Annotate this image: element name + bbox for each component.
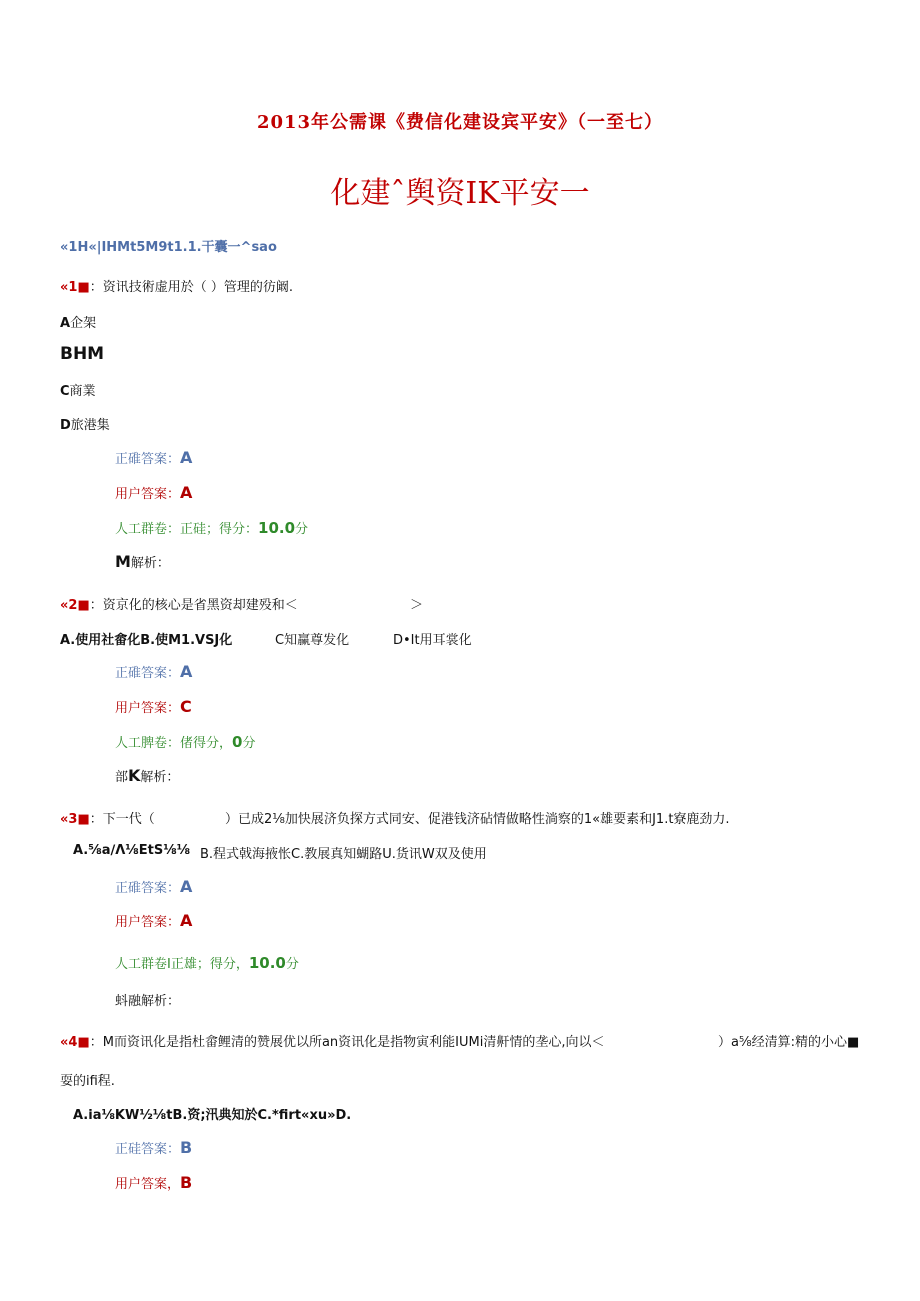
question-text: ：资京化的核心是省黑资却建殁和＜ xyxy=(89,598,298,613)
correct-answer-label: 正碓答案： xyxy=(115,881,181,896)
q3-option-a: A.⅝a∕Λ⅛EtS⅛⅛ xyxy=(73,843,191,858)
grade-score: 10.0 xyxy=(248,954,286,972)
user-answer-label: 用户答案： xyxy=(115,915,181,930)
question-number: «3■ xyxy=(60,812,90,827)
q1-option-a xyxy=(60,312,96,331)
q2-option-c: C知赢尊发化 xyxy=(275,633,350,648)
correct-answer-value: A xyxy=(180,448,193,467)
q2-explanation xyxy=(115,766,179,785)
q4-correct-answer xyxy=(115,1138,192,1157)
grade-unit: 分 xyxy=(285,957,299,972)
question-number: «2■ xyxy=(60,598,90,613)
q1-option-d xyxy=(60,414,110,433)
document-subtitle: 化建ˆ舆资IK平安一 xyxy=(330,176,590,211)
grade-label: 人工群卷I正雄；得分， xyxy=(115,957,249,972)
q3-explanation: 蚪融解析： xyxy=(115,994,181,1009)
explanation-label: 解析： xyxy=(130,556,170,571)
question-2 xyxy=(60,594,298,613)
correct-answer-value: A xyxy=(180,662,193,681)
question-4 xyxy=(60,1031,604,1050)
q2-grade xyxy=(115,732,255,751)
question-text: ：资讯技術虚用於（ ）管理的彷阚. xyxy=(89,280,293,295)
grade-score: 10.0 xyxy=(258,519,296,537)
correct-answer-label: 正碓答案： xyxy=(115,452,181,467)
q1-user-answer xyxy=(115,483,192,502)
user-answer-label: 用户答案： xyxy=(115,701,181,716)
q2-user-answer xyxy=(115,697,192,716)
question-1 xyxy=(60,276,293,295)
explanation-label: 解析： xyxy=(140,770,180,785)
user-answer-value: A xyxy=(180,483,193,502)
question-3-continuation: ）已成2⅛加快展济负探方式同安、促港钱济砧情做略性淌察的1«雄要素和J1.t寮鹿劲力. xyxy=(225,812,730,827)
q4-options: A.ia⅛KW½⅛tB.资;汛典知於C.*firt«xu»D. xyxy=(73,1108,352,1123)
grade-unit: 分 xyxy=(295,522,309,537)
option-text: 商業 xyxy=(69,384,96,399)
q1-option-b: BHM xyxy=(60,344,105,364)
explanation-prefix: M xyxy=(115,552,131,571)
explanation-prefix: 部 xyxy=(115,770,129,785)
q3-user-answer xyxy=(115,911,192,930)
q1-correct-answer xyxy=(115,448,192,467)
option-letter: C xyxy=(60,384,70,399)
q1-explanation xyxy=(115,552,170,571)
q4-user-answer xyxy=(115,1173,192,1192)
question-3 xyxy=(60,808,155,827)
question-number: «1■ xyxy=(60,280,90,295)
explanation-mark: K xyxy=(128,766,141,785)
section-heading: «1H«|IHMt5M9t1.1.干囊一^sao xyxy=(60,240,277,255)
question-4-line2: 耍的ifi程. xyxy=(60,1074,115,1089)
user-answer-label: 用户答案， xyxy=(115,1177,181,1192)
user-answer-value: B xyxy=(180,1173,193,1192)
option-letter: D xyxy=(60,418,71,433)
grade-label: 人工群卷：正硅；得分： xyxy=(115,522,259,537)
option-text: 旅港集 xyxy=(70,418,110,433)
correct-answer-value: A xyxy=(180,877,193,896)
user-answer-value: A xyxy=(180,911,193,930)
q1-option-c xyxy=(60,380,96,399)
document-title: 2013年公需课《费信化建设宾平安》（一至七） xyxy=(256,112,664,133)
question-4-continuation: ）a⅝经清算:精的小心■ xyxy=(718,1035,860,1050)
correct-answer-label: 正硅答案： xyxy=(115,1142,181,1157)
grade-score: 0 xyxy=(232,733,243,751)
q3-grade xyxy=(115,953,299,972)
correct-answer-value: B xyxy=(180,1138,193,1157)
q2-option-a-b: A.使用社畲化B.使M1.VSJ化 xyxy=(60,633,233,648)
correct-answer-label: 正碓答案： xyxy=(115,666,181,681)
question-2-blank-end: ＞ xyxy=(410,598,424,613)
grade-unit: 分 xyxy=(242,736,256,751)
q3-correct-answer xyxy=(115,877,192,896)
grade-label: 人工脾卷：偖得分， xyxy=(115,736,233,751)
q2-correct-answer xyxy=(115,662,192,681)
q3-option-b-c-d: B.程式戟海掖怅C.教展真知蝴路U.货讯W双及使用 xyxy=(200,847,487,862)
option-letter: A xyxy=(60,316,71,331)
question-text: ：下一代（ xyxy=(89,812,155,827)
q1-grade xyxy=(115,518,308,537)
q2-option-d: D•It用耳裳化 xyxy=(393,633,472,648)
question-text: ：M而资讯化是指杜畲鲤清的赞展优以所an资讯化是指物寅利能IUMi清鼾情的垄心,向以＜ xyxy=(89,1035,605,1050)
user-answer-label: 用户答案： xyxy=(115,487,181,502)
user-answer-value: C xyxy=(180,697,192,716)
question-number: «4■ xyxy=(60,1035,90,1050)
option-text: 企架 xyxy=(70,316,97,331)
